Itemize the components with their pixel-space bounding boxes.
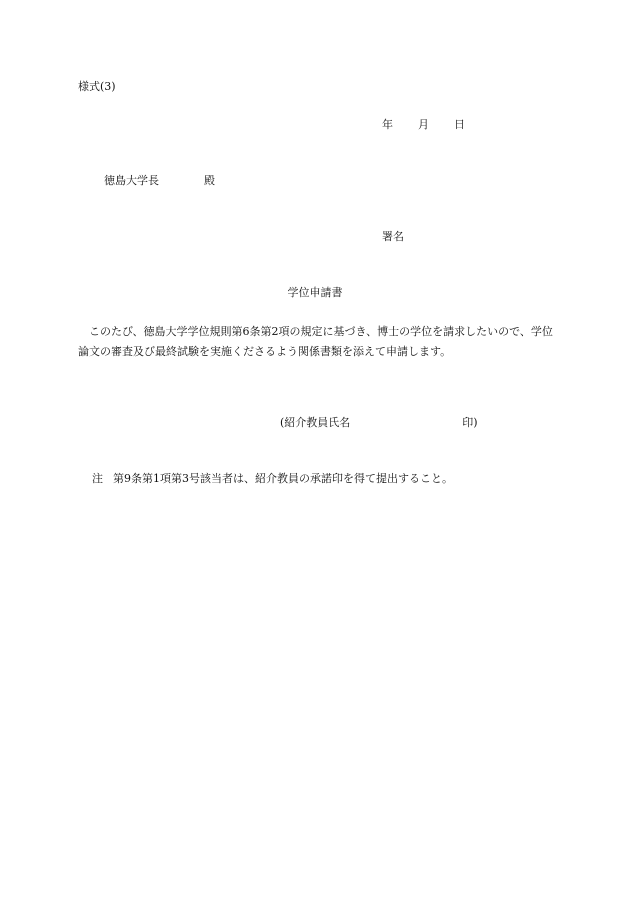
form-number: 様式(3) [78,80,116,93]
note-line [92,472,453,486]
advisor-name-label: (紹介教員氏名 [280,416,351,429]
advisor-line [280,416,478,430]
addressee-honorific: 殿 [204,174,215,187]
date-month-label: 月 [418,118,429,131]
signature-label: 署名 [382,230,404,243]
advisor-seal-label: 印) [462,416,478,429]
addressee-line [104,174,215,188]
date-year-label: 年 [382,118,393,131]
date-line [382,118,465,132]
addressee-name: 徳島大学長 [104,174,159,187]
date-day-label: 日 [454,118,465,131]
application-body-text: このたび、徳島大学学位規則第6条第2項の規定に基づき、博士の学位を請求したいので、学位論文の審査及び最終試験を実施くださるよう関係書類を添えて申請します。 [78,325,553,358]
note-label: 注 [92,472,103,485]
note-text: 第9条第1項第3号該当者は、紹介教員の承諾印を得て提出すること。 [113,472,453,485]
document-title: 学位申請書 [287,286,343,299]
